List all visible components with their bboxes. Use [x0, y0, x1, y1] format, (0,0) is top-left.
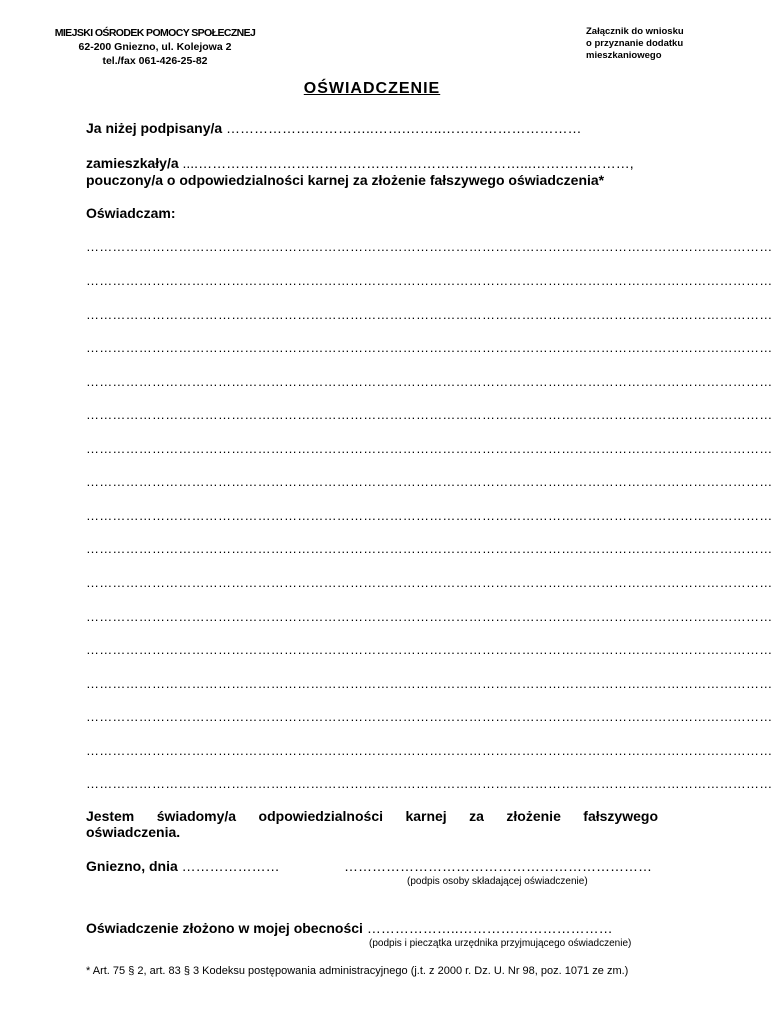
declaration-row[interactable]: …………………………………………………………………………………………………………………………………………: [86, 743, 772, 758]
undersigned-field[interactable]: …………………………..…….……..…………………………: [226, 120, 582, 136]
declaration-row[interactable]: …………………………………………………………………………………………………………………………………………: [86, 541, 772, 556]
declaration-row[interactable]: …………………………………………………………………………………………………………………………………………: [86, 642, 772, 657]
warned-text: pouczony/a o odpowiedzialności karnej za złożenie fałszywego oświadczenia*: [86, 172, 605, 188]
declaration-row[interactable]: …………………………………………………………………………………………………………………………………………: [86, 709, 772, 724]
attachment-line-3: mieszkaniowego: [586, 50, 662, 61]
declare-line: [86, 205, 658, 221]
undersigned-line: [86, 120, 658, 136]
declare-label: Oświadczam:: [86, 205, 176, 221]
awareness-statement: Jestem świadomy/a odpowiedzialności karnej za złożenie fałszywego: [86, 808, 658, 824]
declaration-row[interactable]: …………………………………………………………………………………………………………………………………………: [86, 441, 772, 456]
residence-field[interactable]: ....……………………………………………………………...…………………,: [182, 155, 634, 171]
residence-line: [86, 155, 658, 171]
witness-caption: (podpis i pieczątka urzędnika przyjmującego oświadczenie): [369, 938, 632, 949]
date-field[interactable]: …………………: [181, 858, 280, 874]
declaration-row[interactable]: …………………………………………………………………………………………………………………………………………: [86, 474, 772, 489]
signature-caption: (podpis osoby składającej oświadczenie): [407, 876, 588, 887]
declaration-row[interactable]: …………………………………………………………………………………………………………………………………………: [86, 776, 772, 791]
place-date-label: Gniezno, dnia: [86, 858, 178, 874]
warned-line: [86, 172, 658, 188]
declaration-row[interactable]: …………………………………………………………………………………………………………………………………………: [86, 508, 772, 523]
document-title: [0, 80, 744, 98]
declaration-row[interactable]: …………………………………………………………………………………………………………………………………………: [86, 307, 772, 322]
attachment-line-1: Załącznik do wniosku: [586, 26, 684, 37]
attachment-note: [586, 26, 706, 62]
signature-field[interactable]: …………………………………………………………: [344, 858, 652, 874]
declaration-row[interactable]: …………………………………………………………………………………………………………………………………………: [86, 374, 772, 389]
witness-label: Oświadczenie złożono w mojej obecności: [86, 920, 363, 936]
awareness-statement-cont: oświadczenia.: [86, 824, 181, 840]
footnote: * Art. 75 § 2, art. 83 § 3 Kodeksu postępowania administracyjnego (j.t. z 2000 r. Dz. U. Nr 98, poz. 1071 ze zm.): [86, 965, 629, 977]
declaration-row[interactable]: …………………………………………………………………………………………………………………………………………: [86, 340, 772, 355]
declaration-row[interactable]: …………………………………………………………………………………………………………………………………………: [86, 575, 772, 590]
document-title-text: OŚWIADCZENIE: [303, 80, 441, 97]
witness-line: [86, 920, 658, 936]
declaration-row[interactable]: …………………………………………………………………………………………………………………………………………: [86, 609, 772, 624]
declaration-row[interactable]: …………………………………………………………………………………………………………………………………………: [86, 239, 772, 254]
org-phone: tel./fax 061-426-25-82: [102, 55, 208, 67]
institution-header: [40, 26, 270, 68]
witness-signature-field[interactable]: ………………..……………………………: [366, 920, 613, 936]
declaration-row[interactable]: …………………………………………………………………………………………………………………………………………: [86, 676, 772, 691]
org-address: 62-200 Gniezno, ul. Kolejowa 2: [78, 41, 232, 53]
attachment-line-2: o przyznanie dodatku: [586, 38, 684, 49]
org-name: MIEJSKI OŚRODEK POMOCY SPOŁECZNEJ: [54, 27, 256, 39]
declaration-row[interactable]: …………………………………………………………………………………………………………………………………………: [86, 273, 772, 288]
residence-label: zamieszkały/a: [86, 155, 179, 171]
declaration-row[interactable]: …………………………………………………………………………………………………………………………………………: [86, 407, 772, 422]
undersigned-label: Ja niżej podpisany/a: [86, 120, 223, 136]
